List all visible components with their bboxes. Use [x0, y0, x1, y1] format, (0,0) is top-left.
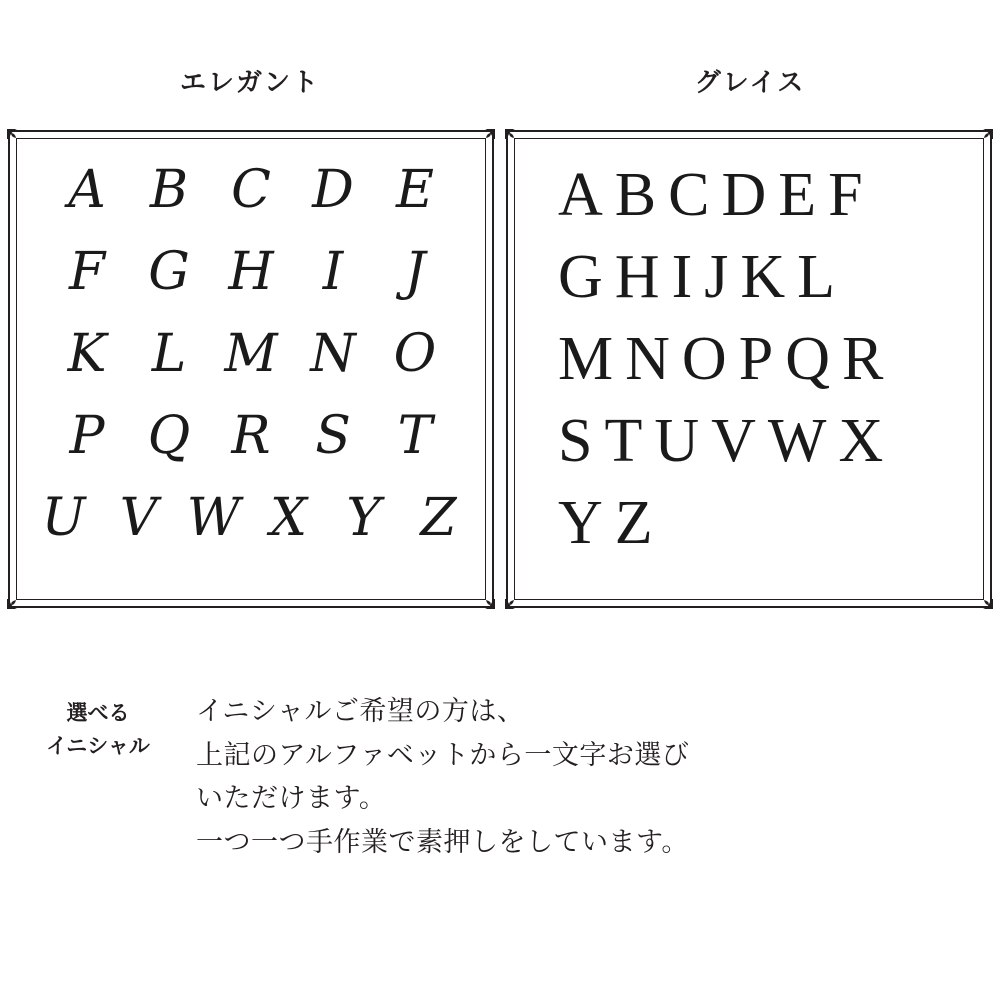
- alphabet-letter[interactable]: G: [148, 242, 190, 302]
- alphabet-letter[interactable]: A: [68, 160, 106, 220]
- alphabet-letter[interactable]: W: [186, 488, 241, 548]
- alphabet-letter[interactable]: G: [558, 243, 603, 311]
- alphabet-letter[interactable]: N: [310, 324, 356, 384]
- alphabet-letter[interactable]: I: [322, 242, 344, 302]
- alphabet-letter[interactable]: X: [838, 407, 884, 475]
- alphabet-letter[interactable]: E: [396, 160, 434, 220]
- panel-title-grace: グレイス: [694, 67, 806, 97]
- alphabet-row: [26, 406, 476, 492]
- alphabet-panel-elegant: [8, 130, 494, 608]
- alphabet-letter[interactable]: L: [151, 324, 187, 384]
- alphabet-letter[interactable]: B: [614, 161, 657, 229]
- alphabet-letter[interactable]: M: [224, 324, 278, 384]
- alphabet-letter[interactable]: S: [558, 407, 593, 475]
- panel-title-elegant: エレガント: [179, 67, 320, 97]
- alphabet-letter[interactable]: J: [704, 243, 729, 311]
- alphabet-row: [26, 488, 476, 574]
- alphabet-letter[interactable]: Z: [420, 488, 457, 548]
- alphabet-row: [26, 324, 476, 410]
- alphabet-letter[interactable]: Y: [346, 488, 381, 548]
- alphabet-letter[interactable]: H: [228, 242, 274, 302]
- alphabet-letter[interactable]: S: [315, 406, 351, 466]
- alphabet-letter[interactable]: Y: [558, 489, 603, 557]
- alphabet-letter[interactable]: T: [397, 406, 433, 466]
- initial-note-body: [196, 690, 1000, 865]
- panel-title-row: [0, 62, 1000, 99]
- initial-note: [0, 690, 1000, 865]
- alphabet-letter[interactable]: P: [738, 325, 774, 393]
- alphabet-letter[interactable]: U: [654, 407, 700, 475]
- alphabet-letter[interactable]: D: [312, 160, 354, 220]
- alphabet-row: [526, 243, 972, 328]
- alphabet-letter[interactable]: L: [797, 243, 836, 311]
- alphabet-letter[interactable]: M: [558, 325, 614, 393]
- alphabet-letter[interactable]: D: [721, 161, 767, 229]
- alphabet-letter[interactable]: F: [828, 161, 863, 229]
- alphabet-letter[interactable]: Z: [614, 489, 653, 557]
- alphabet-panel-grace: [506, 130, 992, 608]
- alphabet-letter[interactable]: X: [269, 488, 308, 548]
- note-line: いただけます。: [196, 783, 387, 814]
- note-line: イニシャルご希望の方は、: [196, 696, 525, 726]
- alphabet-letter[interactable]: B: [149, 160, 189, 220]
- alphabet-letter[interactable]: F: [68, 242, 106, 302]
- alphabet-grid-elegant: [26, 160, 476, 578]
- alphabet-row: [526, 407, 972, 492]
- alphabet-row: [526, 489, 972, 574]
- alphabet-letter[interactable]: E: [778, 161, 817, 229]
- alphabet-letter[interactable]: J: [404, 242, 426, 302]
- alphabet-letter[interactable]: A: [558, 161, 603, 229]
- alphabet-row: [526, 325, 972, 410]
- alphabet-letter[interactable]: Q: [785, 325, 830, 393]
- initial-note-label-line2: イニシャル: [46, 734, 150, 758]
- alphabet-letter[interactable]: K: [67, 324, 107, 384]
- alphabet-letter[interactable]: K: [740, 243, 786, 311]
- alphabet-letter[interactable]: O: [681, 325, 727, 393]
- alphabet-letter[interactable]: O: [393, 324, 437, 384]
- alphabet-letter[interactable]: V: [711, 407, 756, 475]
- alphabet-panels: [8, 130, 992, 608]
- alphabet-letter[interactable]: C: [668, 161, 710, 229]
- alphabet-letter[interactable]: P: [69, 406, 105, 466]
- alphabet-letter[interactable]: V: [119, 488, 158, 548]
- alphabet-letter[interactable]: Q: [147, 406, 191, 466]
- note-line: 上記のアルファベットから一文字お選び: [196, 739, 690, 770]
- alphabet-row: [26, 160, 476, 246]
- alphabet-letter[interactable]: R: [841, 325, 884, 393]
- alphabet-letter[interactable]: U: [41, 488, 86, 548]
- alphabet-letter[interactable]: C: [231, 160, 271, 220]
- alphabet-letter[interactable]: I: [671, 243, 693, 311]
- initial-note-label: [0, 690, 196, 763]
- alphabet-letter[interactable]: R: [231, 406, 271, 466]
- alphabet-letter[interactable]: W: [767, 407, 827, 475]
- alphabet-letter[interactable]: T: [604, 407, 643, 475]
- alphabet-row: [26, 242, 476, 328]
- alphabet-row: [526, 161, 972, 246]
- initial-note-label-line1: 選べる: [66, 702, 130, 725]
- alphabet-letter[interactable]: N: [625, 325, 670, 393]
- alphabet-grid-grace: [526, 161, 972, 574]
- note-line: 一つ一つ手作業で素押しをしています。: [196, 827, 689, 858]
- alphabet-letter[interactable]: H: [614, 243, 660, 311]
